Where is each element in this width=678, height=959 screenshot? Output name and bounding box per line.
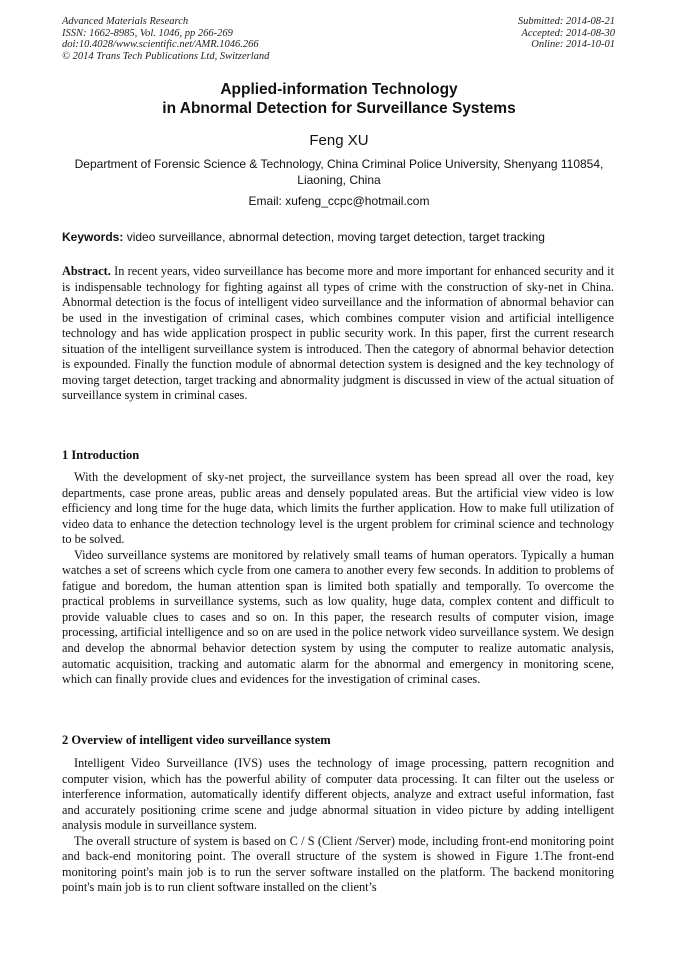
journal-doi: doi:10.4028/www.scientific.net/AMR.1046.266 <box>62 39 259 50</box>
keywords-label: Keywords: <box>62 230 124 244</box>
paragraph: The overall structure of system is based on C / S (Client /Server) mode, including front-end monitoring point and back-end monitoring point. The overall structure of the system is showed in Figure 1.The front-end monitoring point's main job is to run the server software installed on the platform. The backend monitoring point's main job is to run client software installed on the client’s <box>62 833 614 895</box>
paragraph: With the development of sky-net project, the surveillance system has been spread all over the road, key departments, case prone areas, public areas and densely populated areas. But the artificial view video is low efficiency and long time for the huge data, which limits the further application. How to make full utilization of video data to enhance the detection technology level is the urgent problem for criminal science and technology to be solved. <box>62 470 614 547</box>
keywords-text: video surveillance, abnormal detection, moving target detection, target tracking <box>126 230 545 244</box>
online-date: Online: 2014-10-01 <box>531 39 615 50</box>
title-line-1: Applied-information Technology <box>220 81 458 98</box>
publication-dates <box>518 16 615 51</box>
paragraph: Video surveillance systems are monitored by relatively small teams of human operators. Typically a human watches a set of screens which cycle from one camera to another every few seconds. In addition to problems of fatigue and boredom, the human attention span is limited both spatially and temporally. To overcome the practical problems in surveillance systems, such as low quality, huge data, complex content and difficult to provide valuable clues to cases and so on. In this paper, the research results of computer vision, image processing, artificial intelligence and so on are used in the police network video surveillance system. We design and develop the abnormal behavior detection system by using the computer to realize automatic analysis, automatic acquisition, tracking and automatic alarm for the abnormal and emergency in monitoring scene, which can finally provide clues and evidences for the investigation of criminal cases. <box>62 547 614 687</box>
section-2-body <box>62 756 614 896</box>
author-name: Feng XU <box>309 132 369 149</box>
section-1-heading: 1 Introduction <box>62 448 140 462</box>
submitted-date: Submitted: 2014-08-21 <box>517 16 615 27</box>
accepted-date: Accepted: 2014-08-30 <box>521 27 615 39</box>
abstract-label: Abstract. <box>62 264 111 278</box>
journal-copyright: © 2014 Trans Tech Publications Ltd, Switzerland <box>62 50 270 62</box>
keywords <box>62 230 618 245</box>
title-line-2: in Abnormal Detection for Surveillance Systems <box>162 100 516 117</box>
journal-name: Advanced Materials Research <box>62 16 189 27</box>
author-affiliation: Department of Forensic Science & Technology, China Criminal Police University, Shenyang 110854, Liaoning, China <box>74 157 604 187</box>
abstract-text: In recent years, video surveillance has become more and more important for enhanced security and it is indispensable technology for fighting against all types of crime with the construction of sky-net in China. Abnormal detection is the focus of intelligent video surveillance and the information of abnormal behavior can be used in the investigation of criminal cases, which combines computer vision and artificial intelligence technology and has wide application prospect in public security work. In this paper, first the current research situation of the intelligent surveillance system is introduced. Then the category of abnormal behavior detection is expounded. Finally the function module of abnormal detection system is designed and the key technology of moving target detection, target tracking and abnormality judgment is discussed in view of the actual situation of surveillance system in criminal cases. <box>62 264 614 403</box>
author-email: Email: xufeng_ccpc@hotmail.com <box>248 194 430 208</box>
section-2-heading: 2 Overview of intelligent video surveillance system <box>62 733 331 747</box>
abstract <box>62 264 614 404</box>
section-1-body <box>62 470 614 688</box>
journal-info <box>62 16 269 62</box>
paragraph: Intelligent Video Surveillance (IVS) uses the technology of image processing, pattern recognition and computer vision, which has the powerful ability of computer data processing. It can filter out the useless or interference information, automatically identify different objects, analyze and extract useful information, fast and accurately positioning crime scene and judge abnormal situation in video picture by adding intelligent analysis module in surveillance system. <box>62 756 614 833</box>
journal-issn: ISSN: 1662-8985, Vol. 1046, pp 266-269 <box>62 27 233 39</box>
paper-title <box>0 80 678 118</box>
